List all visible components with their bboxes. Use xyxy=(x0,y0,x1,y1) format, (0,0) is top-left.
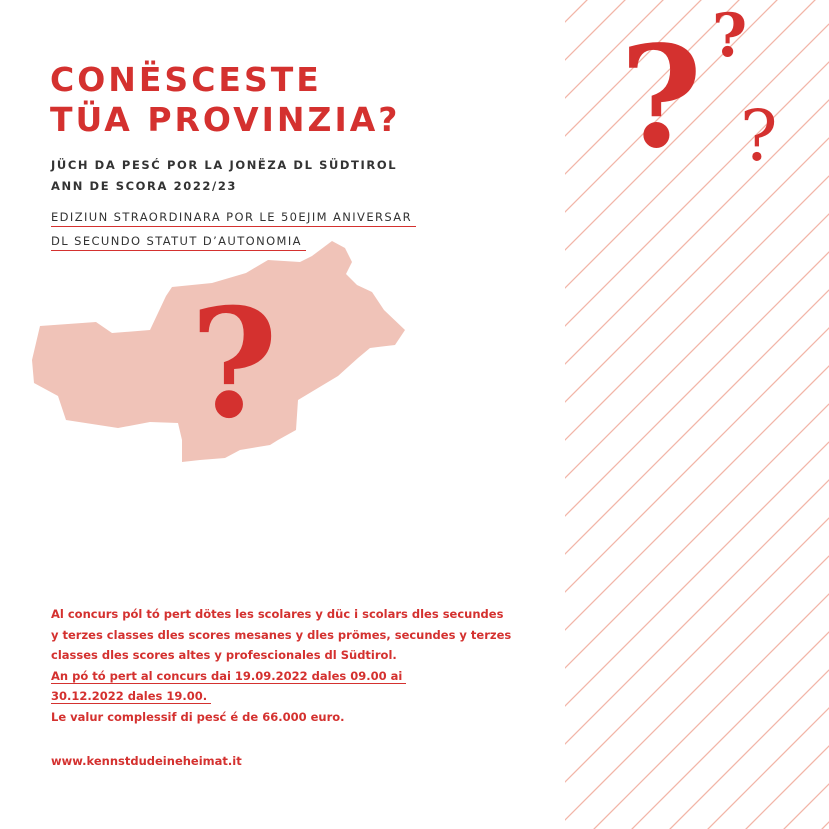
title-line-1: CONËSCESTE xyxy=(50,60,322,99)
info-line-2: y terzes classes dles scores mesanes y dles prömes, secundes y terzes xyxy=(51,627,512,642)
subtitle-line-2: ANN DE SCORA 2022/23 xyxy=(51,179,238,193)
info-line-5-text: 30.12.2022 dales 19.00. xyxy=(51,689,211,704)
subtitle-line-1: JÜCH DA PESĆ POR LA JONËZA DL SÜDTIROL xyxy=(51,158,398,172)
info-line-5 xyxy=(51,686,511,707)
info-line-3: classes dles scores altes y profescionales dl Südtirol. xyxy=(51,648,397,662)
outline-question-mark-icon: ? xyxy=(740,95,778,177)
contest-info xyxy=(51,604,511,727)
medium-question-mark-icon: ? xyxy=(712,1,748,71)
map-question-mark-icon: ? xyxy=(190,276,278,452)
edition-line-2: DL SECUNDO STATUT D’AUTONOMIA xyxy=(51,233,306,251)
info-line-1: Al concurs pól tó pert dötes les scolares y düc i scolars dles secundes xyxy=(51,607,504,621)
website-link[interactable]: www.kennstdudeineheimat.it xyxy=(51,754,242,768)
edition-line-1: EDIZIUN STRAORDINARA POR LE 50EJIM ANIVERSAR xyxy=(51,209,416,227)
info-line-4 xyxy=(51,666,511,687)
info-line-6: Le valur complessif di pesć é de 66.000 euro. xyxy=(51,709,345,724)
info-line-4-text: An pó tó pert al concurs dai 19.09.2022 dales 09.00 ai xyxy=(51,669,406,684)
title-line-2: TÜA PROVINZIA? xyxy=(50,100,401,139)
large-question-mark-icon: ? xyxy=(620,16,703,180)
